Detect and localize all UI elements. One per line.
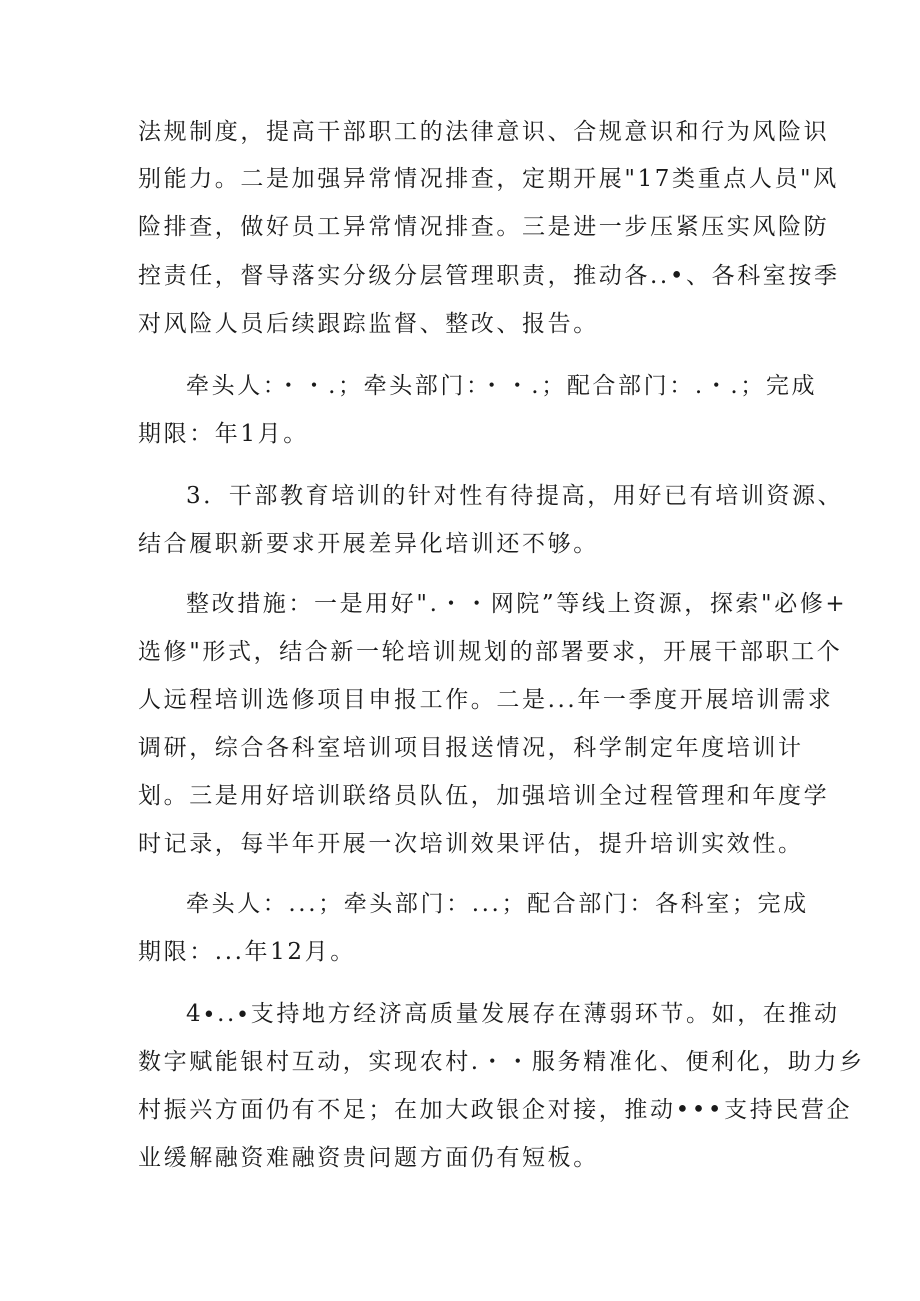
text-line: 选修"形式，结合新一轮培训规划的部署要求，开展干部职工个 [138, 639, 843, 665]
text-line: 期限：...年12月。 [138, 939, 356, 965]
text-line: 险排查，做好员工异常情况排查。三是进一步压紧压实风险防 [138, 214, 830, 240]
text-line: 划。三是用好培训联络员队伍，加强培训全过程管理和年度学 [138, 783, 830, 809]
section-heading: 4∙..∙支持地方经济高质量发展存在薄弱环节。如，在推动 [186, 1001, 840, 1027]
text-line: 整改措施：一是用好".・・网院”等线上资源，探索"必修+ [186, 591, 848, 617]
text-line: 期限：年1月。 [138, 421, 309, 447]
text-line: 结合履职新要求开展差异化培训还不够。 [138, 531, 599, 557]
text-line: 法规制度，提高干部职工的法律意识、合规意识和行为风险识 [138, 119, 830, 145]
text-line: 村振兴方面仍有不足；在加大政银企对接，推动•••支持民营企 [138, 1097, 853, 1123]
text-line: 控责任，督导落实分级分层管理职责，推动各..•、各科室按季 [138, 263, 840, 289]
text-line: 牵头人：...；牵头部门：...；配合部门：各科室；完成 [186, 891, 809, 917]
text-line: 人远程培训选修项目申报工作。二是...年一季度开展培训需求 [138, 687, 834, 713]
text-line: 牵头人：・・.；牵头部门：・・.；配合部门：.・.；完成 [186, 373, 818, 399]
section-heading: 3．干部教育培训的针对性有待提高，用好已有培训资源、 [186, 483, 844, 509]
text-line: 时记录，每半年开展一次培训效果评估，提升培训实效性。 [138, 831, 804, 857]
text-line: 调研，综合各科室培训项目报送情况，科学制定年度培训计 [138, 735, 804, 761]
text-line: 对风险人员后续跟踪监督、整改、报告。 [138, 311, 599, 337]
text-line: 数字赋能银村互动，实现农村.・・服务精准化、便利化，助力乡 [138, 1049, 865, 1075]
text-line: 别能力。二是加强异常情况排查，定期开展"17类重点人员"风 [138, 166, 839, 192]
text-line: 业缓解融资难融资贵问题方面仍有短板。 [138, 1145, 599, 1171]
